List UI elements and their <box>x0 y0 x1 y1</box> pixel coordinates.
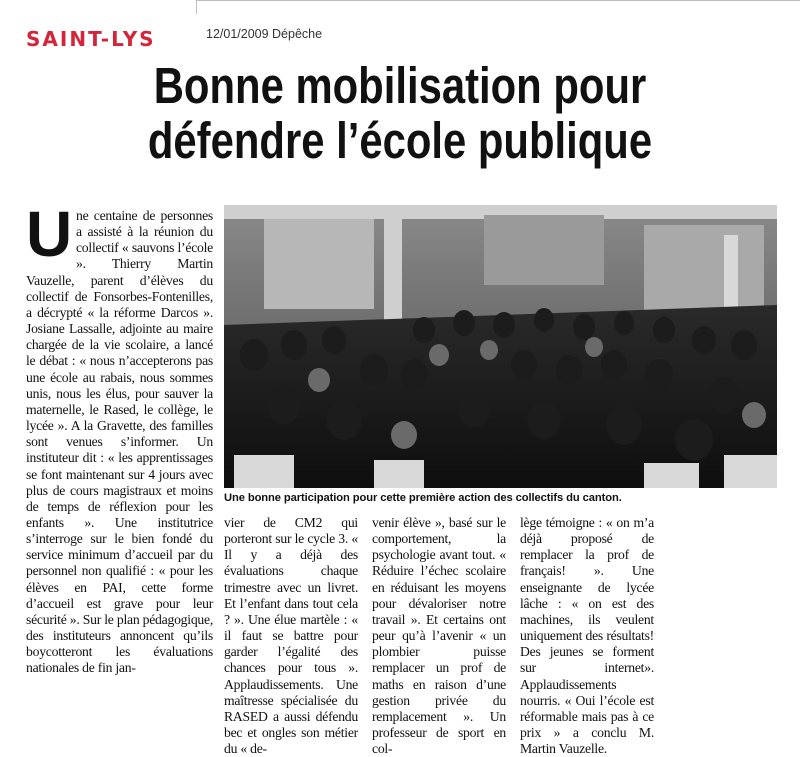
photo-image <box>224 205 777 488</box>
dateline: 12/01/2009 Dépêche <box>206 27 323 41</box>
photo-caption: Une bonne participation pour cette première action des collectifs du canton. <box>224 492 622 504</box>
top-rule <box>196 0 800 1</box>
column-1-text: ne centaine de personnes a assisté à la réunion du collectif « sauvons l’école ». Thierry Martin Vauzelle, parent d’élèves du collectif de Fonsorbes-Fontenilles, a décrypté « la réforme Darcos ». Josiane Lassalle, adjointe au maire chargée de la vie scolaire, a lancé le débat : « nous n’accepterons pas une école au rabais, nous sommes unis, nous les élus, pour sauver la maternelle, le Rased, le collège, le lycée ». A la Gravette, des familles sont venues s’informer. Un instituteur dit : « les apprentissages se font maintenant sur 4 jours avec plus de cours magistraux et moins de temps de réflexion pour les enfants ». Une institutrice s’interroge sur le bien fondé du service minimum d’accueil par du personnel non qualifié : « pour les élèves en PAI, cette forme d’accueil est grave pour leur sécurité ». Sur le plan pédagogique, des instituteurs annoncent qu’ils boycotteront les évaluations nationales de fin jan- <box>26 208 213 676</box>
article-column-1 <box>26 198 213 677</box>
section-title: SAINT-LYS <box>26 27 156 51</box>
headline: Bonne mobilisation pour défendre l’école publique <box>147 57 653 169</box>
drop-cap: U <box>26 198 72 270</box>
article-column-2: vier de CM2 qui porteront sur le cycle 3. « Il y a déjà des évaluations chaque trimestre avec un livret. Et l’enfant dans tout cela ? ». Une élue martèle : « il faut se battre pour garder l’égalité des chances pour tous ». Applaudissements. Une maîtresse spécialisée du RASED a aussi défendu bec et ongles son métier du « de- <box>224 515 358 757</box>
corner-rule <box>196 0 197 14</box>
audience-photo <box>224 205 777 488</box>
article-column-3: venir élève », basé sur le comportement, la psychologie avant tout. « Réduire l’échec scolaire en réduisant les moyens pour dévaloriser notre travail ». Et certains ont peur qu’à l’avenir « un plombier puisse remplacer un prof de maths en raison d’une gestion privée du remplacement ». Un professeur de sport en col- <box>372 515 506 757</box>
article-column-4: lège témoigne : « on m’a déjà proposé de remplacer la prof de français! ». Une enseignante de lycée lâche : « on est des machines, ils veulent uniquement des résultats! Des jeunes se forment sur internet». Applaudissements nourris. « Oui l’école est réformable mais pas à ce prix » a conclu M. Martin Vauzelle. <box>520 515 654 757</box>
